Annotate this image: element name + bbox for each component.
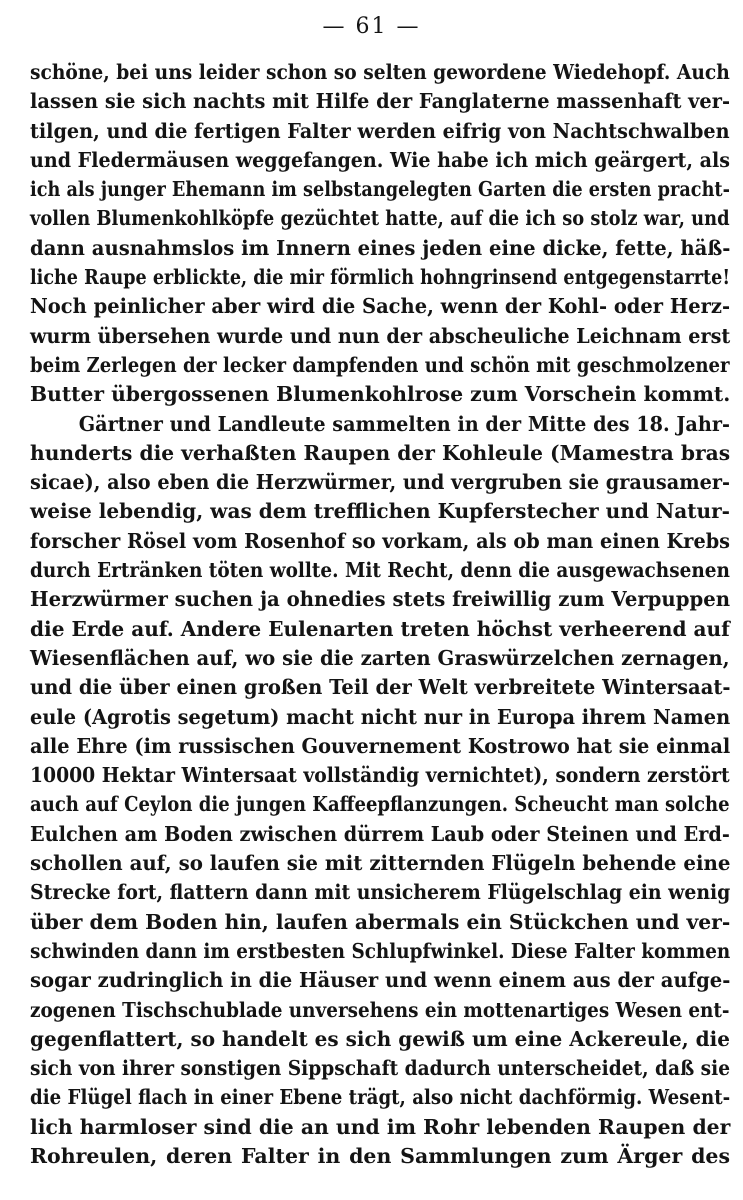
text-line: schöne, bei uns leider schon so selten gewordene Wiedehopf. Auch	[30, 60, 730, 84]
text-line: sich von ihrer sonstigen Sippschaft dadurch unterscheidet, daß sie	[30, 1056, 731, 1081]
text-line: und die über einen großen Teil der Welt verbreitete Wintersaat-	[30, 675, 731, 700]
page-number: — 61 —	[322, 14, 421, 39]
text-line: alle Ehre (im russischen Gouvernement Kostrowo hat sie einmal	[30, 733, 731, 758]
text-line: auch auf Ceylon die jungen Kaffeepflanzungen. Scheucht man solche	[30, 792, 730, 817]
text-line: Herzwürmer suchen ja ohnedies stets freiwillig zum Verpuppen	[30, 587, 731, 612]
text-line: weise lebendig, was dem trefflichen Kupferstecher und Natur-	[30, 499, 730, 524]
text-line: und Fledermäusen weggefangen. Wie habe ich mich geärgert, als	[30, 147, 730, 172]
text-line: lassen sie sich nachts mit Hilfe der Fanglaterne massenhaft ver-	[30, 89, 730, 114]
text-line: wurm übersehen wurde und nun der abscheuliche Leichnam erst	[30, 323, 731, 348]
text-line: ich als junger Ehemann im selbstangelegten Garten die ersten pracht-	[30, 177, 730, 202]
text-line: Noch peinlicher aber wird die Sache, wenn der Kohl- oder Herz-	[30, 294, 731, 319]
text-line: lich harmloser sind die an und im Rohr lebenden Raupen der	[30, 1114, 731, 1139]
text-line: durch Ertränken töten wollte. Mit Recht, denn die ausgewachsenen	[30, 558, 730, 583]
text-line: vollen Blumenkohlköpfe gezüchtet hatte, auf die ich so stolz war, und	[30, 206, 730, 231]
text-line: hunderts die verhaßten Raupen der Kohleule (Mamestra bras	[30, 440, 731, 465]
text-line: schwinden dann im erstbesten Schlupfwinkel. Diese Falter kommen	[30, 938, 731, 963]
text-line: 10000 Hektar Wintersaat vollständig vernichtet), sondern zerstört	[30, 763, 730, 788]
text-line: die Erde auf. Andere Eulenarten treten höchst verheerend auf	[30, 616, 730, 641]
text-line: dann ausnahmslos im Innern eines jeden eine dicke, fette, häß-	[30, 235, 731, 260]
text-line: tilgen, und die fertigen Falter werden eifrig von Nachtschwalben	[30, 118, 730, 143]
text-line: Wiesenflächen auf, wo sie die zarten Graswürzelchen zernagen,	[30, 645, 730, 670]
paragraph-2	[30, 410, 730, 1172]
text-line: gegenflattert, so handelt es sich gewiß um eine Ackereule, die	[30, 1026, 730, 1051]
body-text	[30, 58, 730, 1171]
text-line: Eulchen am Boden zwischen dürrem Laub oder Steinen und Erd-	[30, 821, 730, 846]
text-line: zogenen Tischschublade unversehens ein mottenartiges Wesen ent-	[30, 997, 730, 1022]
paragraph-1	[30, 58, 730, 410]
text-line: eule (Agrotis segetum) macht nicht nur in Europa ihrem Namen	[30, 704, 731, 729]
text-line: Gärtner und Landleute sammelten in der Mitte des 18. Jahr-	[78, 411, 730, 436]
text-line: die Flügel flach in einer Ebene trägt, also nicht dachförmig. Wesent-	[30, 1085, 731, 1110]
text-line: über dem Boden hin, laufen abermals ein Stückchen und ver-	[30, 909, 731, 934]
text-line: sogar zudringlich in die Häuser und wenn einem aus der aufge-	[30, 968, 731, 993]
text-line: Rohreulen, deren Falter in den Sammlungen zum Ärger des	[30, 1143, 730, 1168]
text-line: liche Raupe erblickte, die mir förmlich hohngrinsend entgegenstarrte!	[30, 265, 731, 290]
text-line: forscher Rösel vom Rosenhof so vorkam, als ob man einen Krebs	[30, 528, 731, 553]
text-line: schollen auf, so laufen sie mit zitternden Flügeln behende eine	[30, 851, 731, 876]
text-line: Strecke fort, flattern dann mit unsicherem Flügelschlag ein wenig	[30, 880, 731, 905]
text-line: sicae), also eben die Herzwürmer, und vergruben sie grausamer-	[30, 470, 731, 495]
text-line: beim Zerlegen der lecker dampfenden und schön mit geschmolzener	[30, 352, 730, 377]
text-line: Butter übergossenen Blumenkohlrose zum Vorschein kommt.	[30, 382, 731, 407]
